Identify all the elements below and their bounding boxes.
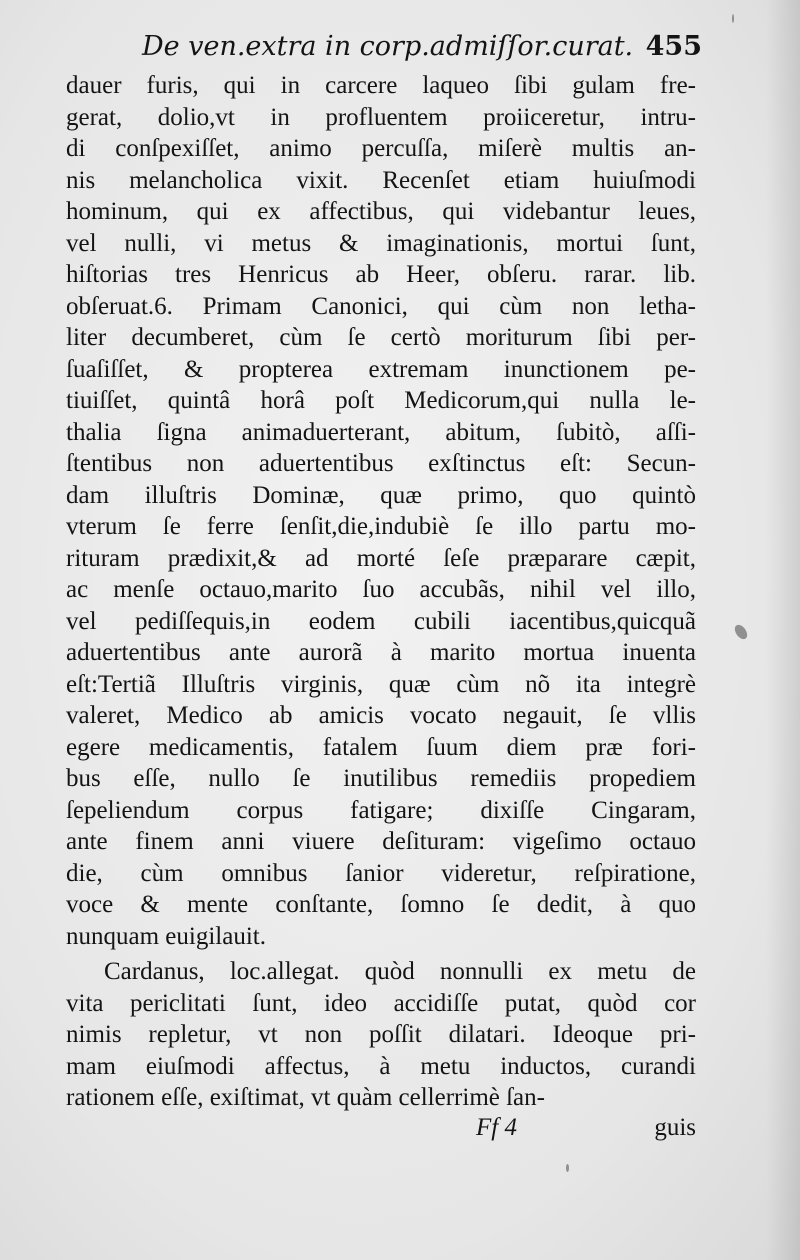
- text-line: vel nulli, vi metus & imaginationis, mortui ſunt,: [66, 229, 696, 257]
- text-line: obſeruat.6. Primam Canonici, qui cùm non letha-: [66, 292, 696, 320]
- text-line: die, cùm omnibus ſanior videretur, reſpiratione,: [66, 859, 696, 887]
- text-line: mam eiuſmodi affectus, à metu inductos, curandi: [66, 1052, 696, 1080]
- text-line: tiuiſſet, quintâ horâ poſt Medicorum,qui nulla le-: [66, 387, 696, 414]
- text-line: eſt:Tertiã Illuſtris virginis, quæ cùm nõ ita integrè: [66, 670, 696, 698]
- text-line: liter decumberet, cùm ſe certò moriturum ſibi per-: [66, 324, 696, 351]
- text-line: di conſpexiſſet, animo percuſſa, miſerè multis an-: [66, 135, 696, 162]
- text-line: egere medicamentis, fatalem ſuum diem præ fori-: [66, 733, 696, 761]
- text-line: valeret, Medico ab amicis vocato negauit, ſe vllis: [66, 702, 696, 729]
- page-edge-shadow: [766, 0, 800, 1260]
- text-line: Cardanus, loc.allegat. quòd nonnulli ex metu de: [104, 958, 696, 985]
- running-title: De ven.extra in corp.admiſſor.curat.: [142, 31, 634, 62]
- text-line: bus eſſe, nullo ſe inutilibus remediis propediem: [66, 765, 696, 792]
- paragraph-1: [66, 70, 696, 952]
- text-line: ſepeliendum corpus fatigare; dixiſſe Cingaram,: [66, 796, 696, 824]
- page-footer: [66, 1112, 696, 1144]
- ink-speck: [566, 1164, 569, 1172]
- text-line: nimis repletur, vt non poſſit dilatari. Ideoque pri-: [66, 1021, 696, 1048]
- text-line: ante finem anni viuere deſituram: vigeſimo octauo: [66, 828, 696, 855]
- ink-speck: [732, 14, 734, 23]
- paragraph-2: [66, 956, 696, 1114]
- catchword: guis: [654, 1114, 696, 1141]
- text-line: gerat, dolio,vt in profluentem proiiceretur, intru-: [66, 103, 696, 131]
- text-line: hominum, qui ex affectibus, qui videbantur leues,: [66, 198, 696, 225]
- text-line: ſuaſiſſet, & propterea extremam inunctionem pe-: [66, 355, 696, 383]
- text-line: vita periclitati ſunt, ideo accidiſſe putat, quòd cor: [66, 989, 696, 1017]
- text-line: nis melancholica vixit. Recenſet etiam huiuſmodi: [66, 166, 696, 194]
- text-line: rituram prædixit,& ad morté ſeſe præparare cæpit,: [66, 544, 696, 572]
- body-text: [66, 70, 696, 1114]
- text-line: dauer furis, qui in carcere laqueo ſibi gulam fre-: [66, 72, 696, 99]
- text-line: voce & mente conſtante, ſomno ſe dedit, à quo: [66, 891, 696, 918]
- text-line: aduertentibus ante aurorã à marito mortua inuenta: [66, 639, 696, 666]
- page-number: 455: [645, 31, 702, 62]
- text-line: vterum ſe ferre ſenſit,die,indubiè ſe illo partu mo-: [66, 513, 696, 540]
- text-line: hiſtorias tres Henricus ab Heer, obſeru. rarar. lib.: [66, 261, 696, 288]
- text-line: nunquam euigilauit.: [66, 922, 266, 950]
- signature-mark: Ff 4: [476, 1114, 517, 1141]
- text-line: rationem eſſe, exiſtimat, vt quàm cellerrimè ſan-: [66, 1084, 545, 1111]
- text-line: vel pediſſequis,in eodem cubili iacentibus,quicquã: [66, 607, 696, 635]
- text-line: thalia ſigna animaduerterant, abitum, ſubitò, aſſi-: [66, 418, 696, 446]
- ink-speck: [732, 623, 749, 642]
- page-header: [142, 28, 702, 66]
- text-line: ac menſe octauo,marito ſuo accubãs, nihil vel illo,: [66, 576, 696, 603]
- text-line: ſtentibus non aduertentibus exſtinctus eſt: Secun-: [66, 450, 696, 477]
- text-line: dam illuſtris Dominæ, quæ primo, quo quintò: [66, 481, 696, 509]
